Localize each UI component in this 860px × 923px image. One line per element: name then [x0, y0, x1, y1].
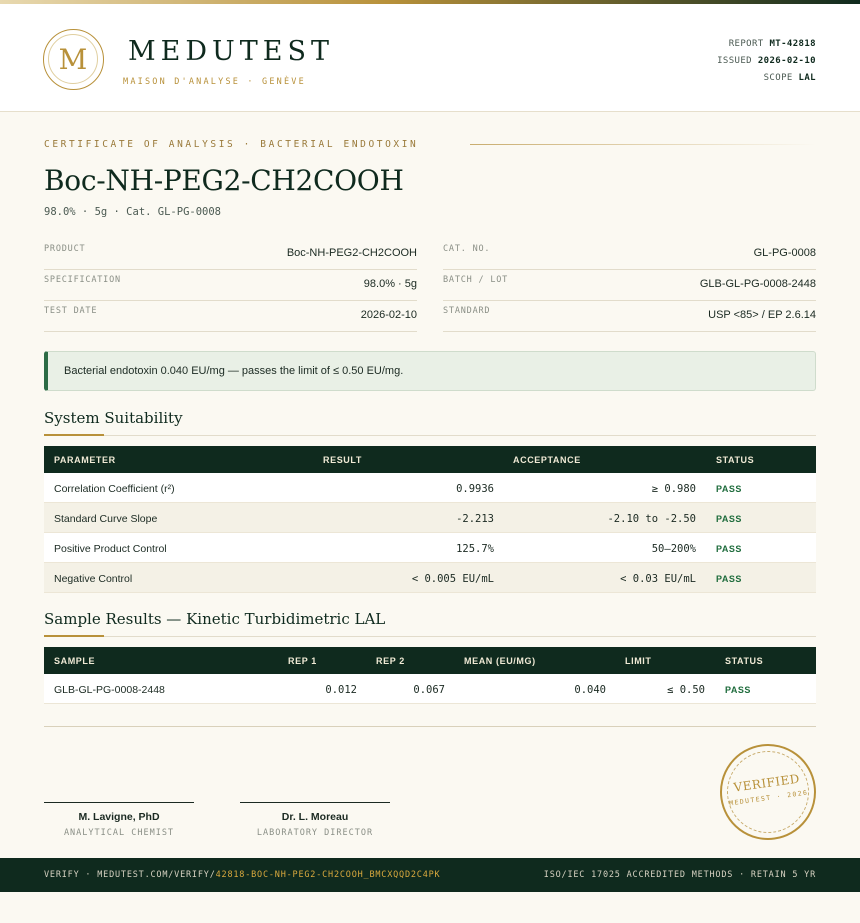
- field-value: GLB-GL-PG-0008-2448: [699, 278, 816, 290]
- signature-line: [44, 802, 194, 803]
- field-value: Boc-NH-PEG2-CH2COOH: [286, 247, 417, 259]
- cell-limit: ≤ 0.50: [667, 684, 705, 696]
- cell-result: < 0.005 EU/mL: [411, 573, 494, 585]
- field-value: USP <85> / EP 2.6.14: [708, 309, 816, 321]
- field-cat-no: [443, 239, 816, 270]
- signatory-role: LABORATORY DIRECTOR: [256, 828, 374, 838]
- cell-acceptance: 50–200%: [651, 543, 696, 555]
- cell-result: -2.213: [456, 513, 494, 525]
- report-meta: [717, 36, 816, 87]
- col-status: STATUS: [716, 455, 755, 465]
- issued-label: ISSUED: [717, 56, 752, 66]
- field-label: TEST DATE: [44, 306, 98, 316]
- signatory-name: M. Lavigne, PhD: [78, 811, 160, 823]
- report-label: REPORT: [728, 39, 764, 49]
- field-standard: [443, 301, 816, 332]
- cell-sample: GLB-GL-PG-0008-2448: [54, 684, 165, 696]
- table-row: [44, 503, 816, 533]
- cell-acceptance: ≥ 0.980: [651, 483, 696, 495]
- section-accent: [44, 434, 104, 436]
- cell-rep2: 0.067: [413, 684, 445, 696]
- content-end-rule: [44, 726, 816, 727]
- report-number: MT-42818: [769, 39, 816, 49]
- header: [0, 4, 860, 112]
- footer: [0, 858, 860, 892]
- eyebrow-rule: [470, 144, 816, 145]
- col-parameter: PARAMETER: [54, 455, 116, 465]
- cell-parameter: Standard Curve Slope: [54, 513, 158, 525]
- cell-parameter: Correlation Coefficient (r²): [54, 483, 175, 495]
- field-label: PRODUCT: [44, 244, 86, 254]
- signature-analyst: [44, 802, 194, 838]
- scope-label: SCOPE: [763, 73, 793, 83]
- field-value: GL-PG-0008: [753, 247, 816, 259]
- status-badge: PASS: [716, 574, 742, 584]
- cell-result: 0.9936: [456, 483, 494, 495]
- field-specification: [44, 270, 417, 301]
- cell-acceptance: < 0.03 EU/mL: [620, 573, 696, 585]
- table-row: [44, 533, 816, 563]
- col-sample: SAMPLE: [54, 656, 96, 666]
- col-result: RESULT: [323, 455, 362, 465]
- status-badge: PASS: [716, 544, 742, 554]
- col-rep1: REP 1: [288, 656, 317, 666]
- status-badge: PASS: [716, 484, 742, 494]
- cell-parameter: Negative Control: [54, 573, 133, 585]
- verified-stamp: [714, 738, 822, 846]
- logo-mark: [43, 29, 104, 90]
- product-subtitle: 98.0% · 5g · Cat. GL-PG-0008: [44, 206, 222, 218]
- field-batch-lot: [443, 270, 816, 301]
- col-mean: MEAN (EU/MG): [464, 656, 536, 666]
- col-rep2: REP 2: [376, 656, 405, 666]
- issued-line: [717, 53, 816, 70]
- cell-result: 125.7%: [456, 543, 494, 555]
- field-label: CAT. NO.: [443, 244, 491, 254]
- section-rule: [44, 636, 816, 637]
- suitability-table-header: [44, 446, 816, 473]
- brand-name: MEDUTEST: [128, 36, 334, 67]
- col-acceptance: ACCEPTANCE: [513, 455, 581, 465]
- stamp-text: VERIFIED: [732, 771, 801, 795]
- table-row: [44, 563, 816, 593]
- cell-acceptance: -2.10 to -2.50: [607, 513, 696, 525]
- field-value: 2026-02-10: [360, 309, 417, 321]
- field-label: BATCH / LOT: [443, 275, 509, 285]
- status-badge: PASS: [725, 685, 751, 695]
- signature-line: [240, 802, 390, 803]
- section-title-suitability: System Suitability: [44, 409, 183, 427]
- samples-table-header: [44, 647, 816, 674]
- section-title-samples: Sample Results — Kinetic Turbidimetric LAL: [44, 610, 386, 628]
- section-accent: [44, 635, 104, 637]
- table-row: [44, 674, 816, 704]
- issued-date: 2026-02-10: [757, 56, 816, 66]
- signatory-name: Dr. L. Moreau: [281, 811, 349, 823]
- logo-letter: M: [48, 34, 98, 84]
- document-eyebrow: CERTIFICATE OF ANALYSIS · BACTERIAL ENDOTOXIN: [44, 139, 419, 150]
- brand-tagline: MAISON D'ANALYSE · GENÈVE: [123, 77, 306, 87]
- table-row: [44, 473, 816, 503]
- scope-value: LAL: [798, 73, 816, 83]
- report-line: [717, 36, 816, 53]
- field-label: STANDARD: [443, 306, 491, 316]
- callout-text: Bacterial endotoxin 0.040 EU/mg — passes the limit of ≤ 0.50 EU/mg.: [64, 365, 404, 377]
- stamp-subtext: MEDUTEST · 2026: [728, 788, 809, 808]
- verify-code: 42818-BOC-NH-PEG2-CH2COOH_BMCXQQD2C4PK: [215, 870, 441, 880]
- field-product: [44, 239, 417, 270]
- field-label: SPECIFICATION: [44, 275, 121, 285]
- result-callout: [44, 351, 816, 391]
- certificate-sheet: [0, 4, 860, 923]
- product-title: Boc-NH-PEG2-CH2COOH: [44, 164, 404, 197]
- field-value: 98.0% · 5g: [363, 278, 417, 290]
- bottom-margin: [0, 892, 860, 923]
- cell-parameter: Positive Product Control: [54, 543, 167, 555]
- col-status: STATUS: [725, 656, 764, 666]
- field-test-date: [44, 301, 417, 332]
- status-badge: PASS: [716, 514, 742, 524]
- section-rule: [44, 435, 816, 436]
- cell-mean: 0.040: [574, 684, 606, 696]
- col-limit: LIMIT: [625, 656, 652, 666]
- verify-link[interactable]: [44, 870, 440, 880]
- scope-line: [717, 70, 816, 87]
- accreditation-note: ISO/IEC 17025 ACCREDITED METHODS · RETAIN 5 YR: [543, 870, 816, 880]
- verify-prefix: VERIFY · MEDUTEST.COM/VERIFY/: [44, 870, 216, 880]
- signature-director: [240, 802, 390, 838]
- signatory-role: ANALYTICAL CHEMIST: [63, 828, 175, 838]
- cell-rep1: 0.012: [325, 684, 357, 696]
